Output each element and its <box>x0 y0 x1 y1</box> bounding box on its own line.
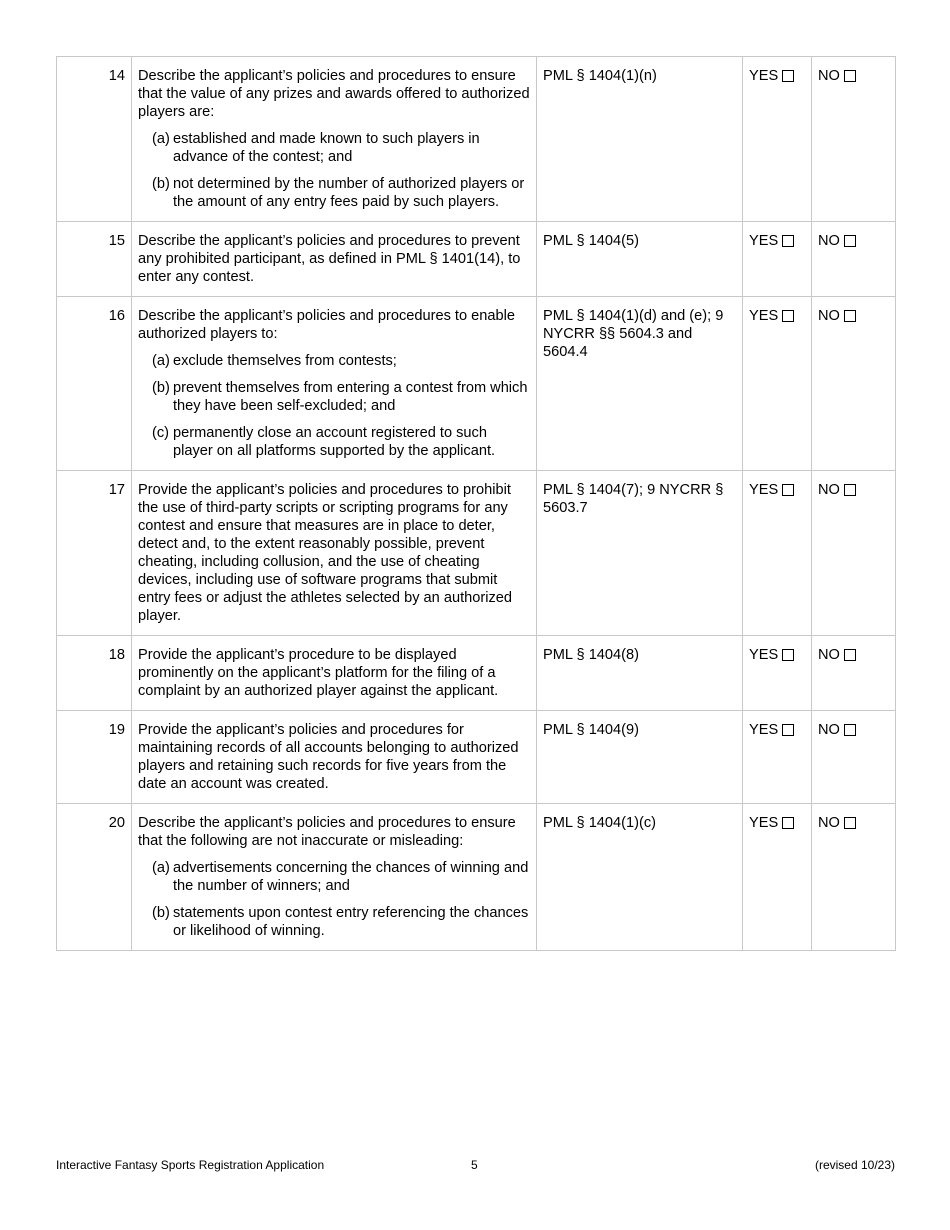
no-cell <box>812 297 896 471</box>
yes-label: YES <box>749 482 779 498</box>
requirement-row <box>57 804 896 951</box>
no-cell <box>812 57 896 222</box>
no-cell <box>812 804 896 951</box>
yes-checkbox[interactable] <box>782 649 794 661</box>
requirement-description-cell <box>132 222 537 297</box>
sub-item <box>138 424 530 460</box>
sub-item-text: prevent themselves from entering a contest from which they have been self-excluded; and <box>173 380 528 414</box>
sub-item <box>138 904 530 940</box>
no-cell <box>812 711 896 804</box>
requirement-sub-items <box>138 859 530 940</box>
page-footer <box>56 1158 895 1174</box>
statutory-reference: PML § 1404(1)(n) <box>537 57 743 222</box>
requirement-description: Describe the applicant’s policies and procedures to enable authorized players to: <box>138 308 515 342</box>
no-checkbox[interactable] <box>844 724 856 736</box>
no-checkbox[interactable] <box>844 649 856 661</box>
requirement-description-cell <box>132 471 537 636</box>
requirement-number: 18 <box>57 636 132 711</box>
yes-cell <box>743 297 812 471</box>
requirement-description-cell <box>132 711 537 804</box>
requirement-row <box>57 57 896 222</box>
requirement-description: Describe the applicant’s policies and procedures to prevent any prohibited participant, as defined in PML § 1401(14), to enter any contest. <box>138 233 521 285</box>
requirement-number: 16 <box>57 297 132 471</box>
yes-cell <box>743 471 812 636</box>
yes-label: YES <box>749 722 779 738</box>
yes-checkbox[interactable] <box>782 724 794 736</box>
requirement-description: Describe the applicant’s policies and procedures to ensure that the following are not inaccurate or misleading: <box>138 815 516 849</box>
yes-cell <box>743 222 812 297</box>
sub-item-label: (c) <box>152 425 170 441</box>
sub-item-text: statements upon contest entry referencing the chances or likelihood of winning. <box>173 905 529 939</box>
requirement-description: Provide the applicant’s policies and procedures to prohibit the use of third-party scripts or scripting programs for any contest and ensure that measures are in place to deter, detect and, to the extent reasonably possible, prevent cheating, including collusion, and the use of cheating devices, including use of software programs that submit entry fees or adjust the athletes selected by an authorized player. <box>138 482 512 624</box>
no-checkbox[interactable] <box>844 235 856 247</box>
no-label: NO <box>818 308 840 324</box>
yes-checkbox[interactable] <box>782 310 794 322</box>
requirements-table <box>56 56 896 951</box>
requirement-description-cell <box>132 636 537 711</box>
statutory-reference: PML § 1404(9) <box>537 711 743 804</box>
sub-item-text: exclude themselves from contests; <box>173 353 397 369</box>
requirement-number: 14 <box>57 57 132 222</box>
no-label: NO <box>818 68 840 84</box>
yes-label: YES <box>749 68 779 84</box>
requirements-table-body <box>57 57 896 951</box>
requirement-row <box>57 222 896 297</box>
yes-label: YES <box>749 308 779 324</box>
no-label: NO <box>818 233 840 249</box>
requirement-description: Describe the applicant’s policies and procedures to ensure that the value of any prizes and awards offered to authorized players are: <box>138 68 530 120</box>
requirement-row <box>57 636 896 711</box>
yes-cell <box>743 636 812 711</box>
no-checkbox[interactable] <box>844 70 856 82</box>
yes-label: YES <box>749 815 779 831</box>
no-checkbox[interactable] <box>844 484 856 496</box>
sub-item-text: established and made known to such players in advance of the contest; and <box>173 131 480 165</box>
sub-item-text: advertisements concerning the chances of winning and the number of winners; and <box>173 860 529 894</box>
sub-item <box>138 379 530 415</box>
requirement-row <box>57 297 896 471</box>
yes-checkbox[interactable] <box>782 817 794 829</box>
no-label: NO <box>818 482 840 498</box>
requirement-sub-items <box>138 130 530 211</box>
requirement-number: 20 <box>57 804 132 951</box>
sub-item-text: permanently close an account registered to such player on all platforms supported by the applicant. <box>173 425 496 459</box>
statutory-reference: PML § 1404(7); 9 NYCRR § 5603.7 <box>537 471 743 636</box>
sub-item-label: (b) <box>152 905 170 921</box>
no-checkbox[interactable] <box>844 310 856 322</box>
requirement-description: Provide the applicant’s policies and procedures for maintaining records of all accounts belonging to authorized players and retaining such records for five years from the date an account was created. <box>138 722 519 792</box>
no-label: NO <box>818 647 840 663</box>
sub-item-label: (b) <box>152 380 170 396</box>
statutory-reference: PML § 1404(8) <box>537 636 743 711</box>
yes-checkbox[interactable] <box>782 70 794 82</box>
sub-item-label: (b) <box>152 176 170 192</box>
sub-item <box>138 859 530 895</box>
no-label: NO <box>818 722 840 738</box>
statutory-reference: PML § 1404(5) <box>537 222 743 297</box>
footer-revision: (revised 10/23) <box>814 1158 895 1172</box>
no-label: NO <box>818 815 840 831</box>
statutory-reference: PML § 1404(1)(d) and (e); 9 NYCRR §§ 5604.3 and 5604.4 <box>537 297 743 471</box>
sub-item <box>138 175 530 211</box>
no-cell <box>812 471 896 636</box>
requirement-number: 19 <box>57 711 132 804</box>
statutory-reference: PML § 1404(1)(c) <box>537 804 743 951</box>
sub-item-label: (a) <box>152 860 170 876</box>
requirement-number: 17 <box>57 471 132 636</box>
yes-cell <box>743 804 812 951</box>
requirement-row <box>57 711 896 804</box>
no-checkbox[interactable] <box>844 817 856 829</box>
yes-label: YES <box>749 647 779 663</box>
requirement-row <box>57 471 896 636</box>
footer-document-title: Interactive Fantasy Sports Registration Application <box>56 1158 325 1172</box>
sub-item <box>138 130 530 166</box>
no-cell <box>812 222 896 297</box>
requirement-description-cell <box>132 57 537 222</box>
yes-checkbox[interactable] <box>782 235 794 247</box>
sub-item-label: (a) <box>152 353 170 369</box>
yes-cell <box>743 711 812 804</box>
sub-item-label: (a) <box>152 131 170 147</box>
yes-cell <box>743 57 812 222</box>
requirement-description-cell <box>132 804 537 951</box>
no-cell <box>812 636 896 711</box>
yes-label: YES <box>749 233 779 249</box>
footer-page-number: 5 <box>471 1158 478 1172</box>
requirement-number: 15 <box>57 222 132 297</box>
requirement-sub-items <box>138 352 530 460</box>
yes-checkbox[interactable] <box>782 484 794 496</box>
requirement-description: Provide the applicant’s procedure to be displayed prominently on the applicant’s platform for the filing of a complaint by an authorized player against the applicant. <box>138 647 499 699</box>
sub-item <box>138 352 530 370</box>
sub-item-text: not determined by the number of authorized players or the amount of any entry fees paid by such players. <box>173 176 525 210</box>
requirement-description-cell <box>132 297 537 471</box>
